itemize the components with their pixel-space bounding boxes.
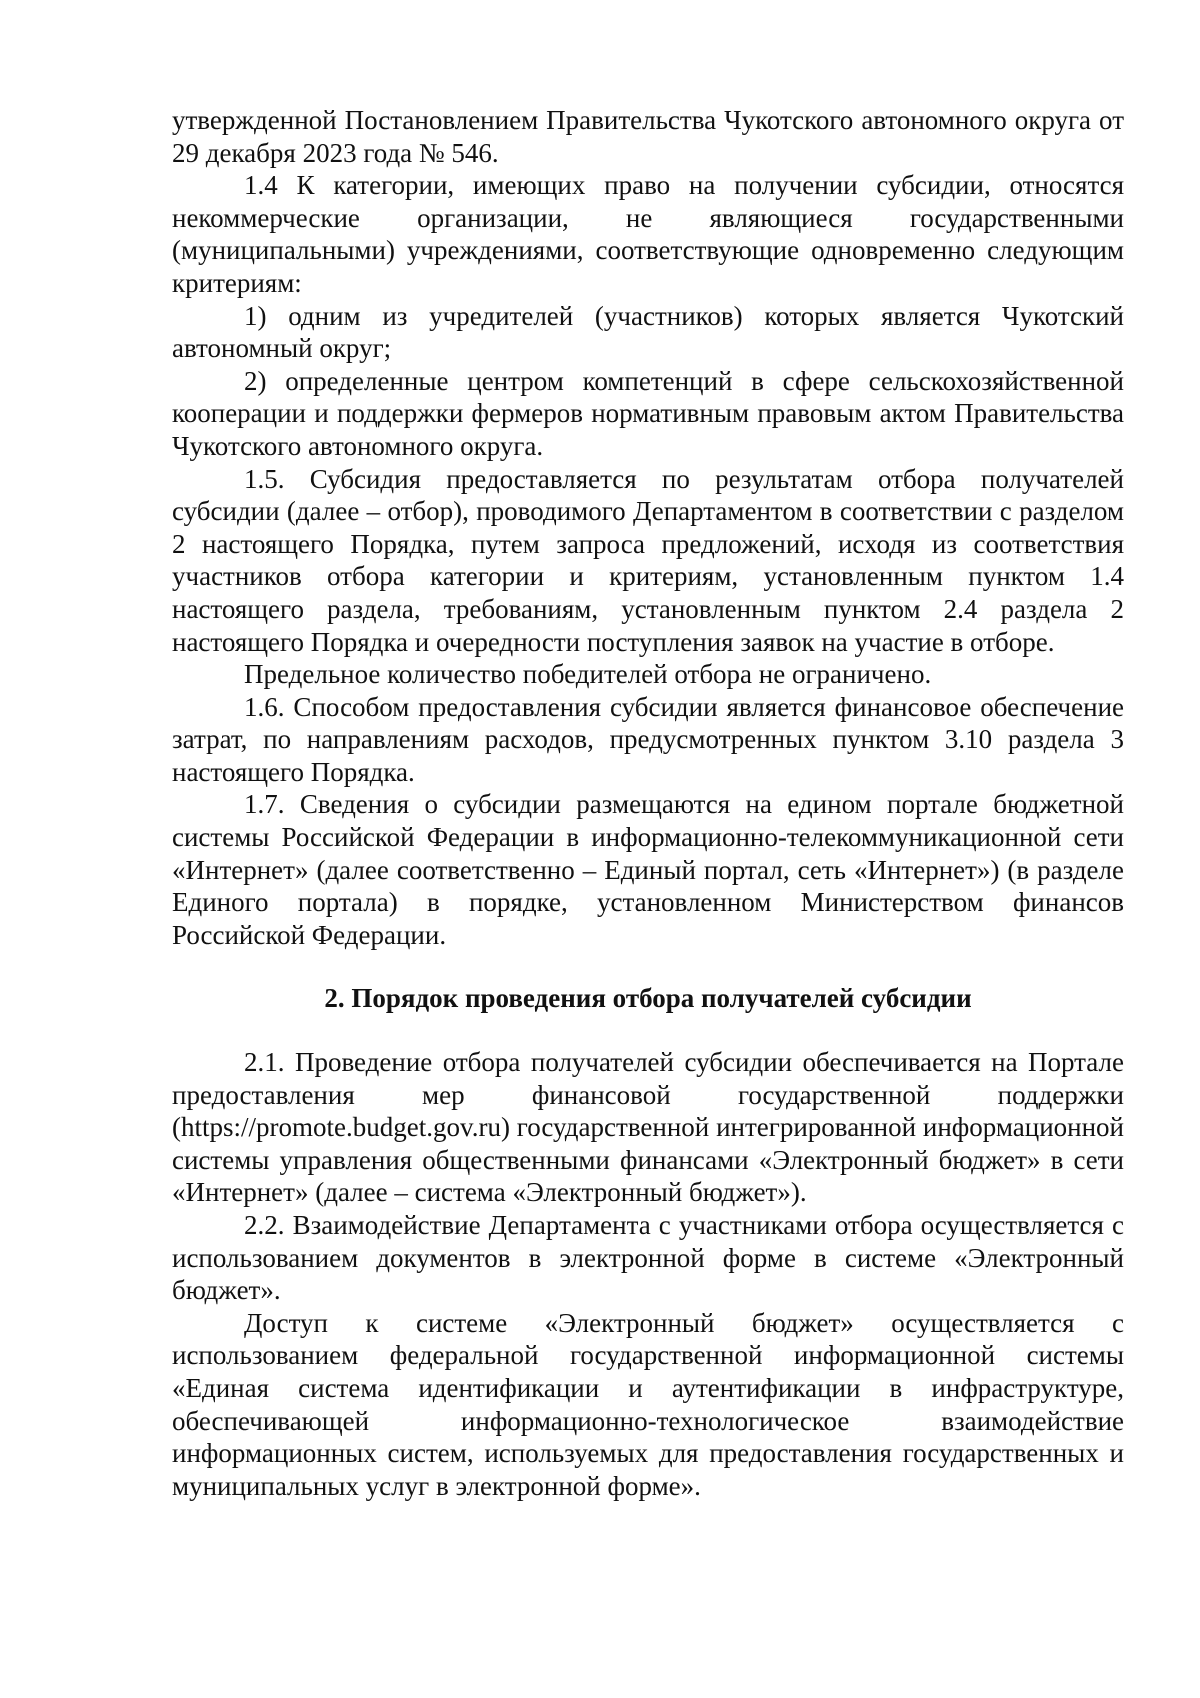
- paragraph-1-4-criterion-1: 1) одним из учредителей (участников) которых является Чукотский автономный округ;: [172, 300, 1124, 364]
- paragraph-2-2: 2.2. Взаимодействие Департамента с участниками отбора осуществляется с использованием документов в электронной форме в системе «Электронный бюджет».: [172, 1210, 1124, 1306]
- document-page: [172, 104, 1124, 1502]
- paragraph-1-7: 1.7. Сведения о субсидии размещаются на едином портале бюджетной системы Российской Федерации в информационно-телекоммуникационной сети «Интернет» (далее соответственно – Единый портал, сеть «Интернет») (в разделе Единого портала) в порядке, установленном Министерством финансов Российской Федерации.: [172, 789, 1124, 950]
- paragraph-2-1: 2.1. Проведение отбора получателей субсидии обеспечивается на Портале предоставления мер финансовой государственной поддержки (https://promote.budget.gov.ru) государственной интегрированной информационной системы управления общественными финансами «Электронный бюджет» в сети «Интернет» (далее – система «Электронный бюджет»).: [172, 1047, 1124, 1208]
- paragraph-1-5: 1.5. Субсидия предоставляется по результатам отбора получателей субсидии (далее – отбор), проводимого Департаментом в соответствии с разделом 2 настоящего Порядка, путем запроса предложений, исходя из соответствия участников отбора категории и критериям, установленным пунктом 1.4 настоящего раздела, требованиям, установленным пунктом 2.4 раздела 2 настоящего Порядка и очередности поступления заявок на участие в отборе.: [172, 463, 1124, 657]
- paragraph-intro-continuation: утвержденной Постановлением Правительства Чукотского автономного округа от 29 декабря 2023 года № 546.: [172, 105, 1124, 168]
- paragraph-1-4-criterion-2: 2) определенные центром компетенций в сфере сельскохозяйственной кооперации и поддержки фермеров нормативным правовым актом Правительства Чукотского автономного округа.: [172, 365, 1124, 461]
- paragraph-1-4: 1.4 К категории, имеющих право на получении субсидии, относятся некоммерческие организации, не являющиеся государственными (муниципальными) учреждениями, соответствующие одновременно следующим критериям:: [172, 170, 1124, 298]
- paragraph-1-5-winners-limit: Предельное количество победителей отбора не ограничено.: [244, 659, 932, 690]
- section-heading: 2. Порядок проведения отбора получателей субсидии: [324, 983, 972, 1014]
- paragraph-1-6: 1.6. Способом предоставления субсидии является финансовое обеспечение затрат, по направлениям расходов, предусмотренных пунктом 3.10 раздела 3 настоящего Порядка.: [172, 691, 1124, 787]
- paragraph-2-2-access: Доступ к системе «Электронный бюджет» осуществляется с использованием федеральной государственной информационной системы «Единая система идентификации и аутентификации в инфраструктуре, обеспечивающей информационно-технологическое взаимодействие информационных систем, используемых для предоставления государственных и муниципальных услуг в электронной форме».: [172, 1307, 1124, 1501]
